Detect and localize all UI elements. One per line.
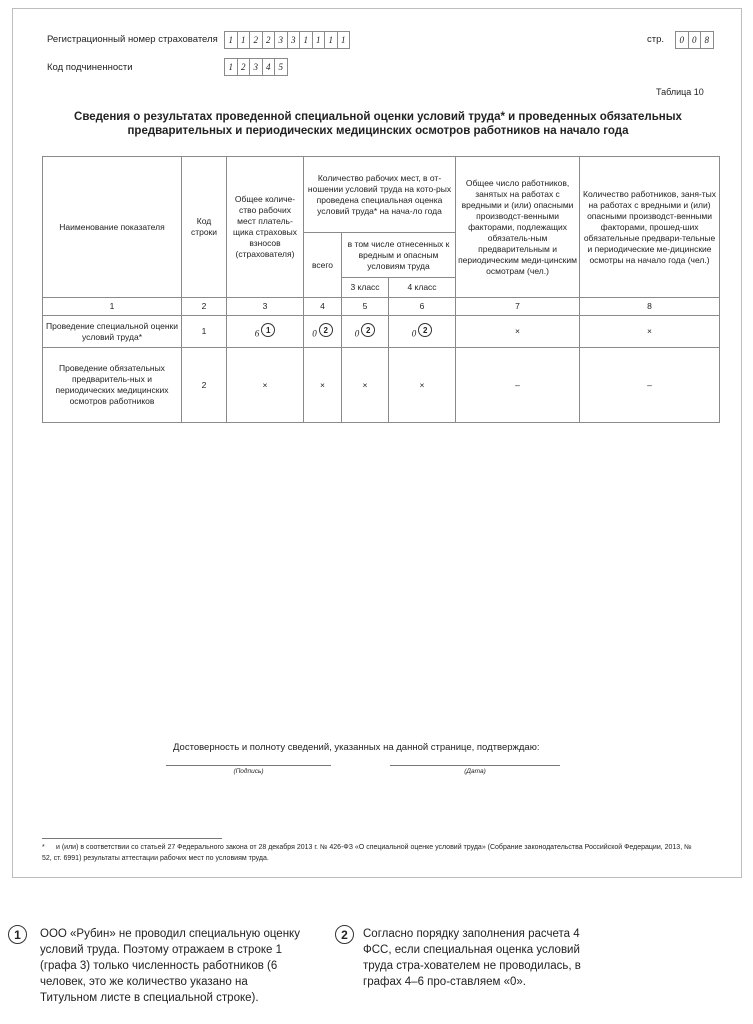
reg-number-digit[interactable]: 1	[299, 31, 313, 49]
col-num: 6	[389, 298, 456, 316]
note-marker-2: 2	[361, 323, 375, 337]
cell-class-4: ×	[389, 348, 456, 423]
page-number-digit[interactable]: 0	[688, 31, 702, 49]
subordination-digit[interactable]: 3	[249, 58, 263, 76]
row-code: 1	[182, 316, 227, 348]
reg-number-cells	[225, 31, 350, 49]
col-num: 8	[580, 298, 720, 316]
subordination-digit[interactable]: 4	[262, 58, 276, 76]
table-number: Таблица 10	[656, 87, 704, 97]
row-name: Проведение специальной оценки условий труда*	[43, 316, 182, 348]
col-num: 7	[456, 298, 580, 316]
cell-workplaces	[227, 316, 304, 348]
title-line-1: Сведения о результатах проведенной специальной оценки условий труда* и проведенных обязательных	[74, 111, 682, 123]
header-class-3: 3 класс	[342, 278, 389, 298]
footnote-text: и (или) в соответствии со статьей 27 Федерального закона от 28 декабря 2013 г. № 426-ФЗ «О специальной оценке условий труда» (Собрание законодательства Российской Федерации, 2013, № 52, ст. 6991) результаты аттестации рабочих мест по условиям труда.	[42, 844, 692, 862]
cell-employees-subject: –	[456, 348, 580, 423]
assessment-table	[42, 156, 720, 423]
header-employees-examined: Количество работников, заня-тых на работах с вредными и (или) опасными производст-венными факторами, прошед-ших обязательные предвари-тельные и периодические ме-дицинские осмотры на начало года (чел.)	[580, 157, 720, 298]
subordination-digit[interactable]: 2	[237, 58, 251, 76]
cell-value: 6	[254, 328, 260, 339]
page-label: стр.	[647, 34, 665, 45]
cell-employees-subject: ×	[456, 316, 580, 348]
reg-number-digit[interactable]: 3	[274, 31, 288, 49]
note-marker-2: 2	[319, 323, 333, 337]
reg-number-digit[interactable]: 1	[337, 31, 351, 49]
footnote	[42, 842, 702, 864]
subordination-label: Код подчиненности	[47, 62, 133, 73]
table-row	[43, 348, 720, 423]
footnote-rule	[42, 838, 222, 839]
signature-line[interactable]	[166, 765, 331, 766]
note-1-number: 1	[8, 925, 27, 944]
column-numbers-row	[43, 298, 720, 316]
note-marker-1: 1	[261, 323, 275, 337]
cell-value: 0	[312, 328, 317, 339]
header-assessed-workplaces: Количество рабочих мест, в от-ношении условий труда на кото-рых проведена специальная оценка условий труда* на нача-ло года	[304, 157, 456, 233]
header-indicator-name: Наименование показателя	[43, 157, 182, 298]
subordination-digit[interactable]: 5	[274, 58, 288, 76]
col-num: 1	[43, 298, 182, 316]
page-number-digit[interactable]: 0	[675, 31, 689, 49]
subordination-digit[interactable]: 1	[224, 58, 238, 76]
header-including-harmful: в том числе отнесенных к вредным и опасным условиям труда	[342, 233, 456, 278]
header-class-4: 4 класс	[389, 278, 456, 298]
header-employees-subject: Общее число работников, занятых на работах с вредными и (или) опасными производст-венными факторами, подлежащих обязатель-ным предварительным и периодическим меди-цинским осмотрам (чел.)	[456, 157, 580, 298]
reg-number-digit[interactable]: 2	[249, 31, 263, 49]
footnote-mark: *	[42, 844, 45, 851]
reg-number-digit[interactable]: 1	[224, 31, 238, 49]
date-line[interactable]	[390, 765, 560, 766]
reg-number-digit[interactable]: 1	[237, 31, 251, 49]
cell-workplaces: ×	[227, 348, 304, 423]
col-num: 2	[182, 298, 227, 316]
subordination-cells	[225, 58, 288, 76]
header-total: всего	[304, 233, 342, 298]
table-row	[43, 316, 720, 348]
page-number-cells	[676, 31, 714, 49]
cell-value: 0	[411, 328, 417, 339]
cell-class-3: ×	[342, 348, 389, 423]
reg-number-digit[interactable]: 3	[287, 31, 301, 49]
row-code: 2	[182, 348, 227, 423]
cell-employees-examined: ×	[580, 316, 720, 348]
date-caption: (Дата)	[464, 768, 486, 775]
reg-number-digit[interactable]: 2	[262, 31, 276, 49]
form-title	[40, 110, 716, 138]
signature-caption: (Подпись)	[233, 768, 264, 775]
cell-total: ×	[304, 348, 342, 423]
col-num: 3	[227, 298, 304, 316]
cell-class-4	[389, 316, 456, 348]
cell-value: 0	[354, 328, 360, 339]
reg-number-label: Регистрационный номер страхователя	[47, 34, 218, 45]
reg-number-digit[interactable]: 1	[312, 31, 326, 49]
cell-employees-examined: –	[580, 348, 720, 423]
cell-total	[304, 316, 342, 348]
note-marker-2: 2	[418, 323, 432, 337]
note-1-text: ООО «Рубин» не проводил специальную оценку условий труда. Поэтому отражаем в строке 1 (графа 3) только численность работников (6 человек, это же количество указано на Титульном листе в специальной строке).	[40, 928, 300, 1004]
header-workplaces-total: Общее количе-ство рабочих мест платель-щика страховых взносов (страхователя)	[227, 157, 304, 298]
col-num: 5	[342, 298, 389, 316]
cell-class-3	[342, 316, 389, 348]
reg-number-digit[interactable]: 1	[324, 31, 338, 49]
col-num: 4	[304, 298, 342, 316]
title-line-2: предварительных и периодических медицинских осмотров работников на начало года	[127, 125, 629, 137]
note-2-text: Согласно порядку заполнения расчета 4 ФСС, если специальная оценка условий труда стра-хователем не проводилась, в графах 4–6 про-ставляем «0».	[363, 928, 581, 988]
header-row-code: Код строки	[182, 157, 227, 298]
note-2-number: 2	[335, 925, 354, 944]
confirmation-text: Достоверность и полноту сведений, указанных на данной странице, подтверждаю:	[173, 742, 540, 753]
page-number-digit[interactable]: 8	[700, 31, 714, 49]
row-name: Проведение обязательных предваритель-ных и периодических медицинских осмотров работников	[43, 348, 182, 423]
